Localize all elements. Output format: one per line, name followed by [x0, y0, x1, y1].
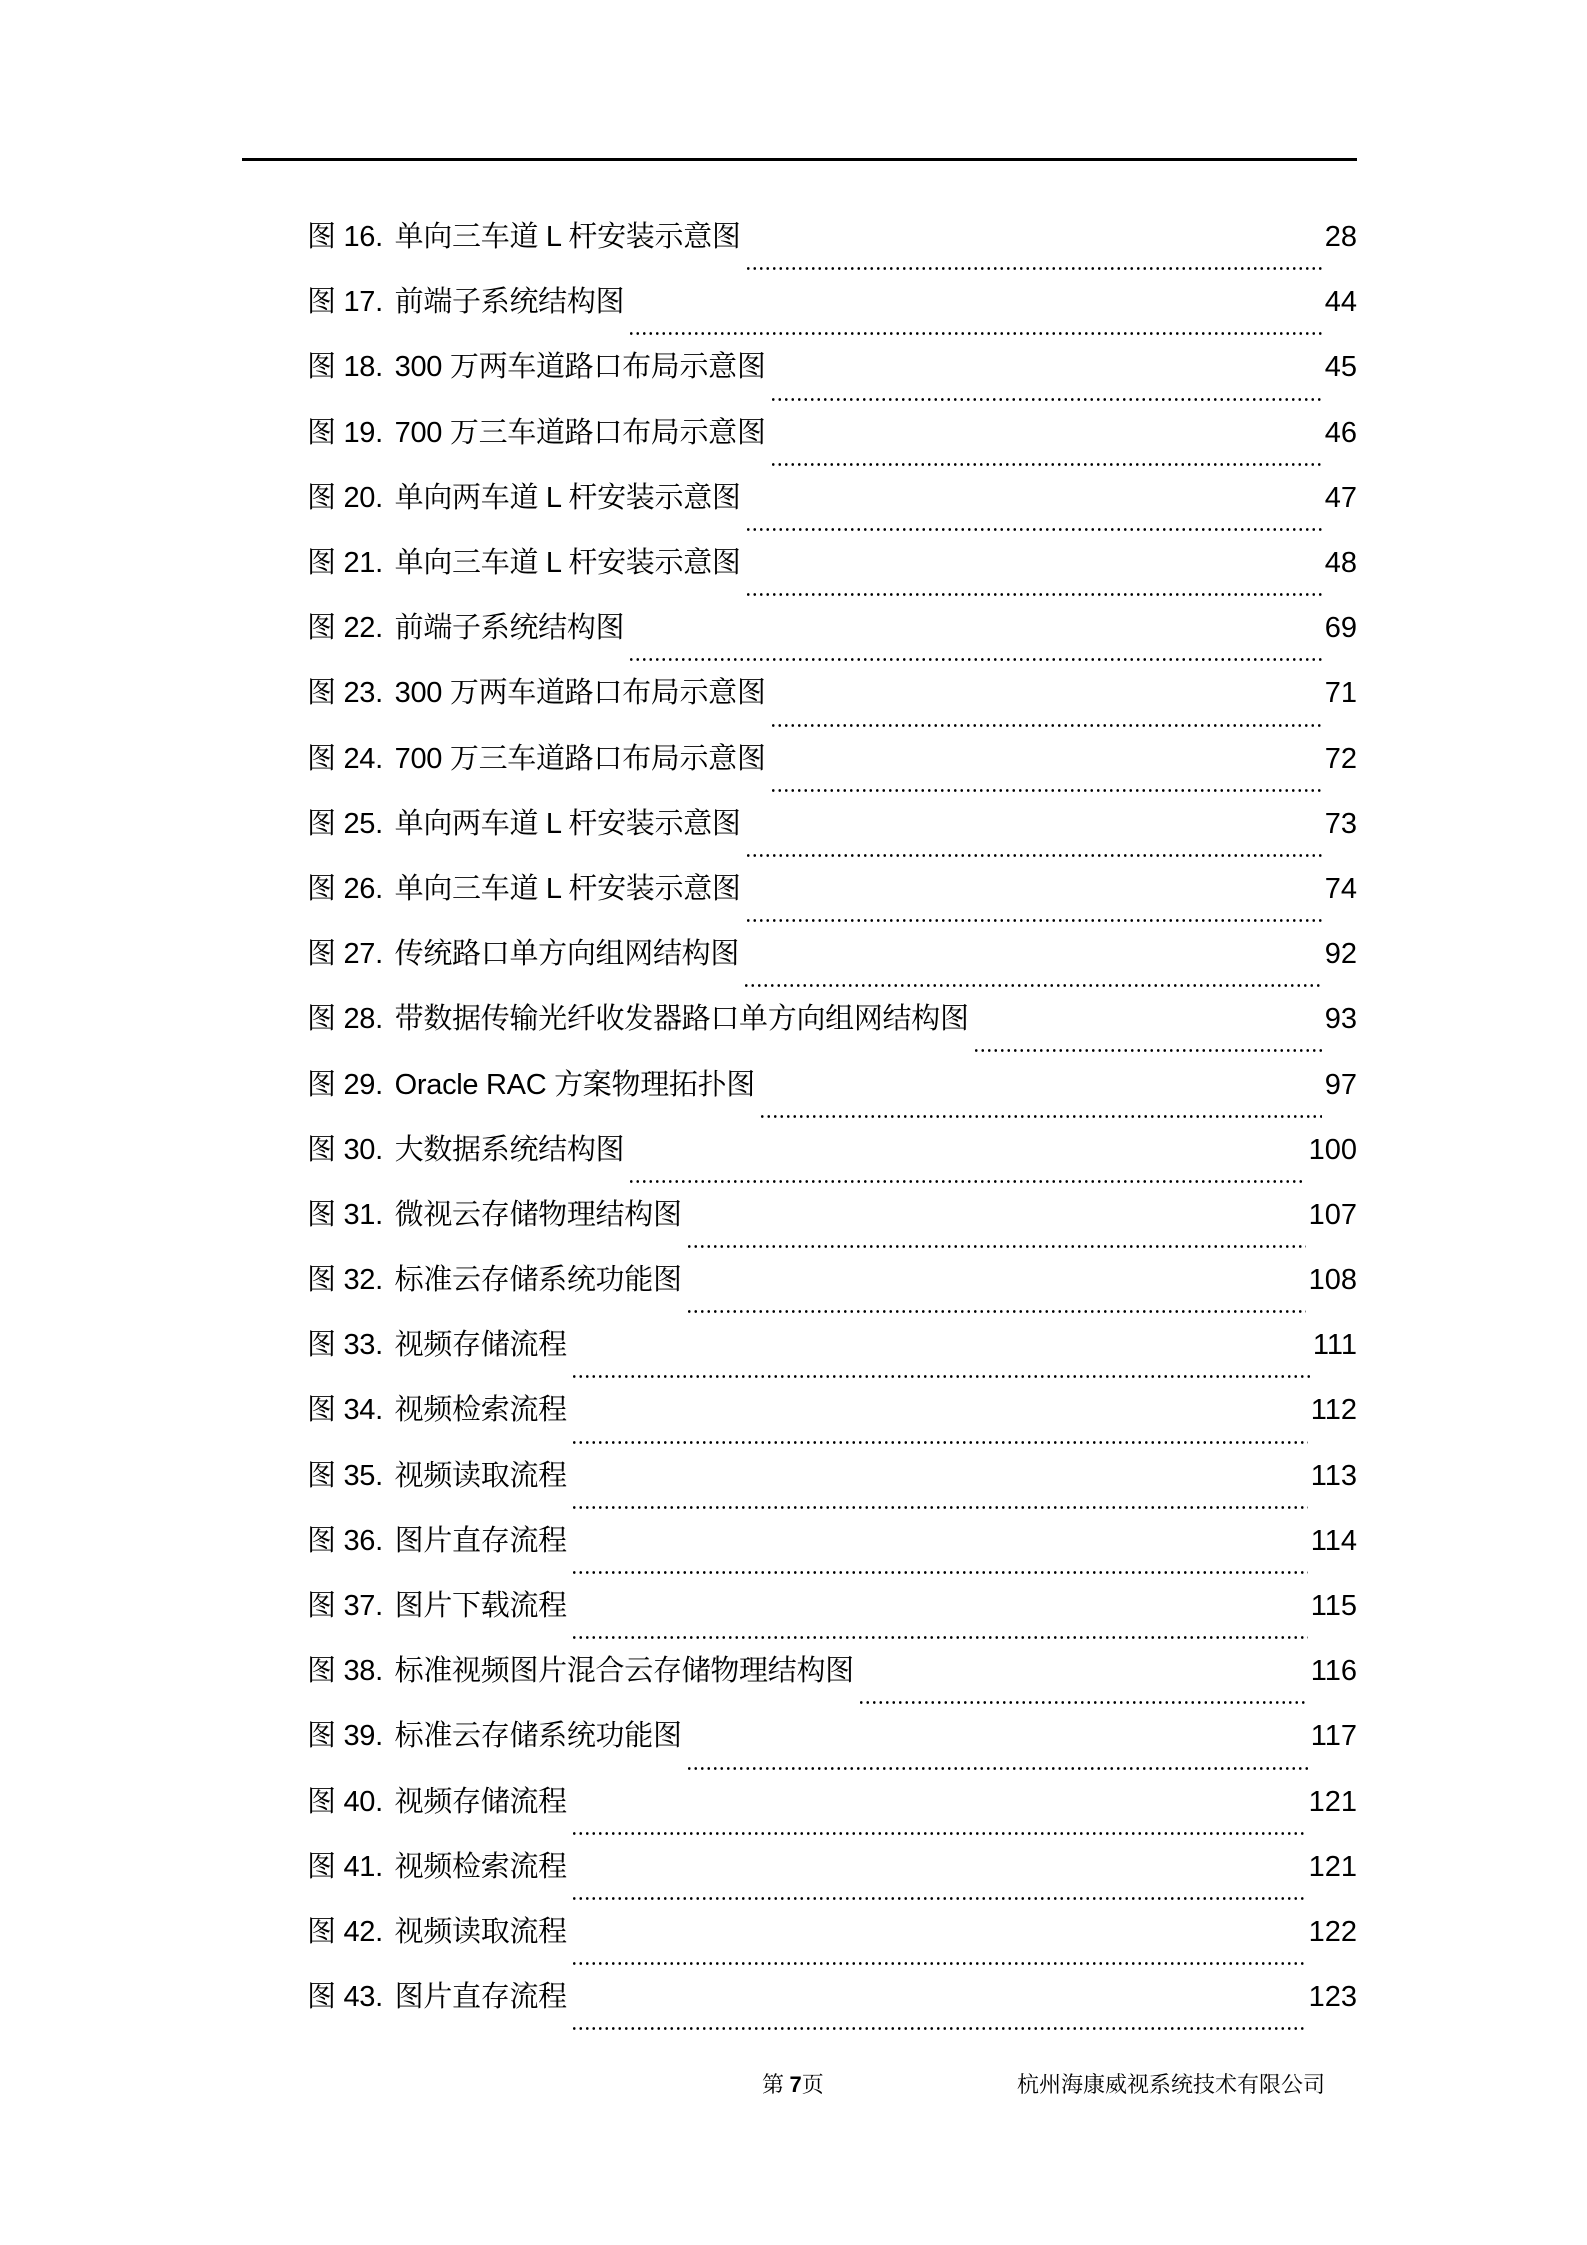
toc-entry-title	[307, 288, 624, 317]
figure-title: 图片直存流程	[394, 1524, 567, 1557]
figure-number: 图 16.	[307, 221, 383, 254]
figure-title: 300 万两车道路口布局示意图	[394, 351, 766, 384]
dot-leader	[628, 633, 1321, 661]
figure-number: 图 23.	[307, 677, 383, 710]
toc-entry-title	[307, 1850, 567, 1883]
figure-title: 300 万两车道路口布局示意图	[394, 677, 766, 710]
toc-entry-title	[307, 1722, 682, 1751]
toc-entry-title	[307, 1005, 969, 1034]
page-number: 47	[1324, 481, 1357, 514]
toc-entry-title	[307, 1657, 854, 1686]
toc-entry-title	[307, 481, 741, 514]
figure-title: 标准云存储系统功能图	[394, 1720, 682, 1753]
figure-list	[307, 205, 1357, 2030]
toc-entry[interactable]	[307, 205, 1357, 270]
toc-entry-title	[307, 807, 741, 840]
toc-entry[interactable]	[307, 1900, 1357, 1965]
dot-leader	[770, 438, 1322, 466]
toc-entry[interactable]	[307, 1704, 1357, 1769]
dot-leader	[858, 1676, 1308, 1704]
toc-entry-title	[307, 1983, 567, 2012]
figure-number: 图 31.	[307, 1198, 383, 1231]
page-suffix: 页	[801, 2072, 824, 2097]
figure-number: 图 27.	[307, 938, 383, 971]
page-number: 48	[1324, 547, 1357, 580]
toc-entry[interactable]	[307, 1835, 1357, 1900]
figure-title: 前端子系统结构图	[394, 286, 625, 319]
page-number: 28	[1324, 221, 1357, 254]
toc-entry-title	[307, 614, 624, 643]
figure-number: 图 33.	[307, 1329, 383, 1362]
dot-leader	[628, 1155, 1305, 1183]
toc-entry[interactable]	[307, 531, 1357, 596]
figure-title: 视频检索流程	[394, 1850, 567, 1883]
figure-number: 图 40.	[307, 1785, 383, 1818]
toc-entry-title	[307, 1785, 567, 1818]
dot-leader	[628, 307, 1321, 335]
page-number: 114	[1310, 1524, 1357, 1557]
figure-number: 图 17.	[307, 286, 383, 319]
toc-entry-title	[307, 1331, 567, 1360]
figure-number: 图 41.	[307, 1850, 383, 1883]
toc-entry[interactable]	[307, 1574, 1357, 1639]
toc-entry[interactable]	[307, 1444, 1357, 1509]
figure-title: 图片下载流程	[394, 1590, 567, 1623]
figure-title: 前端子系统结构图	[394, 612, 625, 645]
toc-entry-title	[307, 549, 741, 578]
dot-leader	[686, 1220, 1306, 1248]
figure-number: 图 34.	[307, 1394, 383, 1427]
header-rule	[242, 158, 1357, 161]
page-number: 121	[1308, 1785, 1357, 1818]
figure-number: 图 43.	[307, 1981, 383, 2014]
toc-entry[interactable]	[307, 792, 1357, 857]
dot-leader	[571, 1481, 1308, 1509]
toc-entry-title	[307, 1198, 682, 1231]
toc-entry[interactable]	[307, 922, 1357, 987]
dot-leader	[686, 1285, 1306, 1313]
toc-entry-title	[307, 1396, 567, 1425]
figure-number: 图 19.	[307, 416, 383, 449]
figure-number: 图 21.	[307, 547, 383, 580]
page-number: 113	[1310, 1459, 1357, 1492]
toc-entry-title	[307, 742, 766, 775]
page-number: 93	[1324, 1003, 1357, 1036]
figure-number: 图 25.	[307, 807, 383, 840]
figure-number: 图 35.	[307, 1459, 383, 1492]
figure-title: 视频读取流程	[394, 1459, 567, 1492]
figure-title: 微视云存储物理结构图	[394, 1198, 682, 1231]
figure-number: 图 18.	[307, 351, 383, 384]
dot-leader	[973, 1024, 1322, 1052]
page-number: 123	[1308, 1981, 1357, 2014]
page-number: 111	[1312, 1329, 1357, 1362]
figure-number: 图 20.	[307, 481, 383, 514]
figure-title: 图片直存流程	[394, 1981, 567, 2014]
page-number: 74	[1324, 872, 1357, 905]
figure-number: 图 30.	[307, 1133, 383, 1166]
page-number: 44	[1324, 286, 1357, 319]
dot-leader	[745, 829, 1322, 857]
toc-entry[interactable]	[307, 466, 1357, 531]
dot-leader	[686, 1742, 1308, 1770]
figure-number: 图 39.	[307, 1720, 383, 1753]
toc-entry[interactable]	[307, 1118, 1357, 1183]
dot-leader	[770, 764, 1322, 792]
toc-entry[interactable]	[307, 1052, 1357, 1117]
figure-title: 700 万三车道路口布局示意图	[394, 742, 766, 775]
toc-entry-title	[307, 223, 741, 252]
page-number: 117	[1310, 1720, 1357, 1753]
figure-number: 图 28.	[307, 1003, 383, 1036]
dot-leader	[571, 1937, 1306, 1965]
page-number: 115	[1310, 1590, 1357, 1623]
toc-entry[interactable]	[307, 1183, 1357, 1248]
dot-leader	[745, 894, 1322, 922]
page-number: 46	[1324, 416, 1357, 449]
toc-entry[interactable]	[307, 1378, 1357, 1443]
toc-entry-title	[307, 679, 766, 708]
dot-leader	[770, 699, 1322, 727]
page-number: 69	[1324, 612, 1357, 645]
page-number: 107	[1308, 1198, 1357, 1231]
toc-entry[interactable]	[307, 270, 1357, 335]
toc-entry[interactable]	[307, 1965, 1357, 2030]
toc-entry-title	[307, 416, 766, 449]
figure-title: 视频存储流程	[394, 1329, 567, 1362]
dot-leader	[571, 2002, 1306, 2030]
dot-leader	[745, 568, 1322, 596]
dot-leader	[571, 1872, 1306, 1900]
figure-title: 单向三车道 L 杆安装示意图	[394, 547, 741, 580]
dot-leader	[571, 1546, 1308, 1574]
toc-entry-title	[307, 940, 739, 969]
figure-number: 图 24.	[307, 742, 383, 775]
toc-entry-title	[307, 872, 741, 905]
figure-title: 视频存储流程	[394, 1785, 567, 1818]
page-number: 122	[1308, 1915, 1357, 1948]
figure-title: 标准视频图片混合云存储物理结构图	[394, 1655, 854, 1688]
page-number: 7	[789, 2072, 802, 2097]
page-number: 73	[1324, 807, 1357, 840]
toc-entry[interactable]	[307, 401, 1357, 466]
toc-entry[interactable]	[307, 857, 1357, 922]
dot-leader	[745, 242, 1322, 270]
page-number: 92	[1324, 938, 1357, 971]
footer-page-number	[762, 2068, 824, 2099]
dot-leader	[571, 1807, 1306, 1835]
dot-leader	[759, 1090, 1322, 1118]
figure-number: 图 32.	[307, 1264, 383, 1297]
figure-number: 图 29.	[307, 1068, 383, 1101]
toc-entry-title	[307, 1524, 567, 1557]
toc-entry-title	[307, 1266, 682, 1295]
toc-entry-title	[307, 1915, 567, 1948]
page-number: 72	[1324, 742, 1357, 775]
figure-title: 视频检索流程	[394, 1394, 567, 1427]
toc-entry[interactable]	[307, 1313, 1357, 1378]
figure-number: 图 42.	[307, 1915, 383, 1948]
toc-entry-title	[307, 353, 766, 382]
page-number: 112	[1310, 1394, 1357, 1427]
figure-number: 图 26.	[307, 872, 383, 905]
toc-entry-title	[307, 1068, 755, 1101]
figure-number: 图 37.	[307, 1590, 383, 1623]
figure-title: 大数据系统结构图	[394, 1133, 625, 1166]
toc-entry[interactable]	[307, 1770, 1357, 1835]
page-number: 97	[1324, 1068, 1357, 1101]
toc-entry[interactable]	[307, 661, 1357, 726]
toc-entry-title	[307, 1592, 567, 1621]
figure-title: 单向三车道 L 杆安装示意图	[394, 221, 741, 254]
figure-title: 传统路口单方向组网结构图	[394, 938, 740, 971]
dot-leader	[745, 503, 1322, 531]
dot-leader	[743, 959, 1322, 987]
figure-title: Oracle RAC 方案物理拓扑图	[394, 1068, 755, 1101]
page-number: 108	[1308, 1264, 1357, 1297]
dot-leader	[571, 1416, 1308, 1444]
figure-number: 图 38.	[307, 1655, 383, 1688]
figure-title: 视频读取流程	[394, 1915, 567, 1948]
page-number: 71	[1324, 677, 1357, 710]
page-prefix: 第	[762, 2072, 790, 2097]
toc-entry-title	[307, 1459, 567, 1492]
toc-entry[interactable]	[307, 1639, 1357, 1704]
figure-title: 标准云存储系统功能图	[394, 1264, 682, 1297]
toc-entry[interactable]	[307, 987, 1357, 1052]
toc-entry-title	[307, 1133, 625, 1166]
footer-company-name: 杭州海康威视系统技术有限公司	[1017, 2072, 1326, 2097]
toc-entry[interactable]	[307, 596, 1357, 661]
figure-number: 图 22.	[307, 612, 383, 645]
page-number: 45	[1324, 351, 1357, 384]
figure-number: 图 36.	[307, 1524, 383, 1557]
toc-entry[interactable]	[307, 1509, 1357, 1574]
page-number: 100	[1308, 1133, 1357, 1166]
figure-title: 带数据传输光纤收发器路口单方向组网结构图	[394, 1003, 969, 1036]
dot-leader	[571, 1350, 1310, 1378]
toc-entry[interactable]	[307, 335, 1357, 400]
dot-leader	[770, 373, 1322, 401]
dot-leader	[571, 1611, 1308, 1639]
figure-title: 单向两车道 L 杆安装示意图	[394, 481, 741, 514]
page-number: 121	[1308, 1850, 1357, 1883]
figure-title: 单向两车道 L 杆安装示意图	[394, 807, 741, 840]
toc-entry[interactable]	[307, 727, 1357, 792]
page-number: 116	[1310, 1655, 1357, 1688]
toc-entry[interactable]	[307, 1248, 1357, 1313]
figure-title: 700 万三车道路口布局示意图	[394, 416, 766, 449]
figure-title: 单向三车道 L 杆安装示意图	[394, 872, 741, 905]
